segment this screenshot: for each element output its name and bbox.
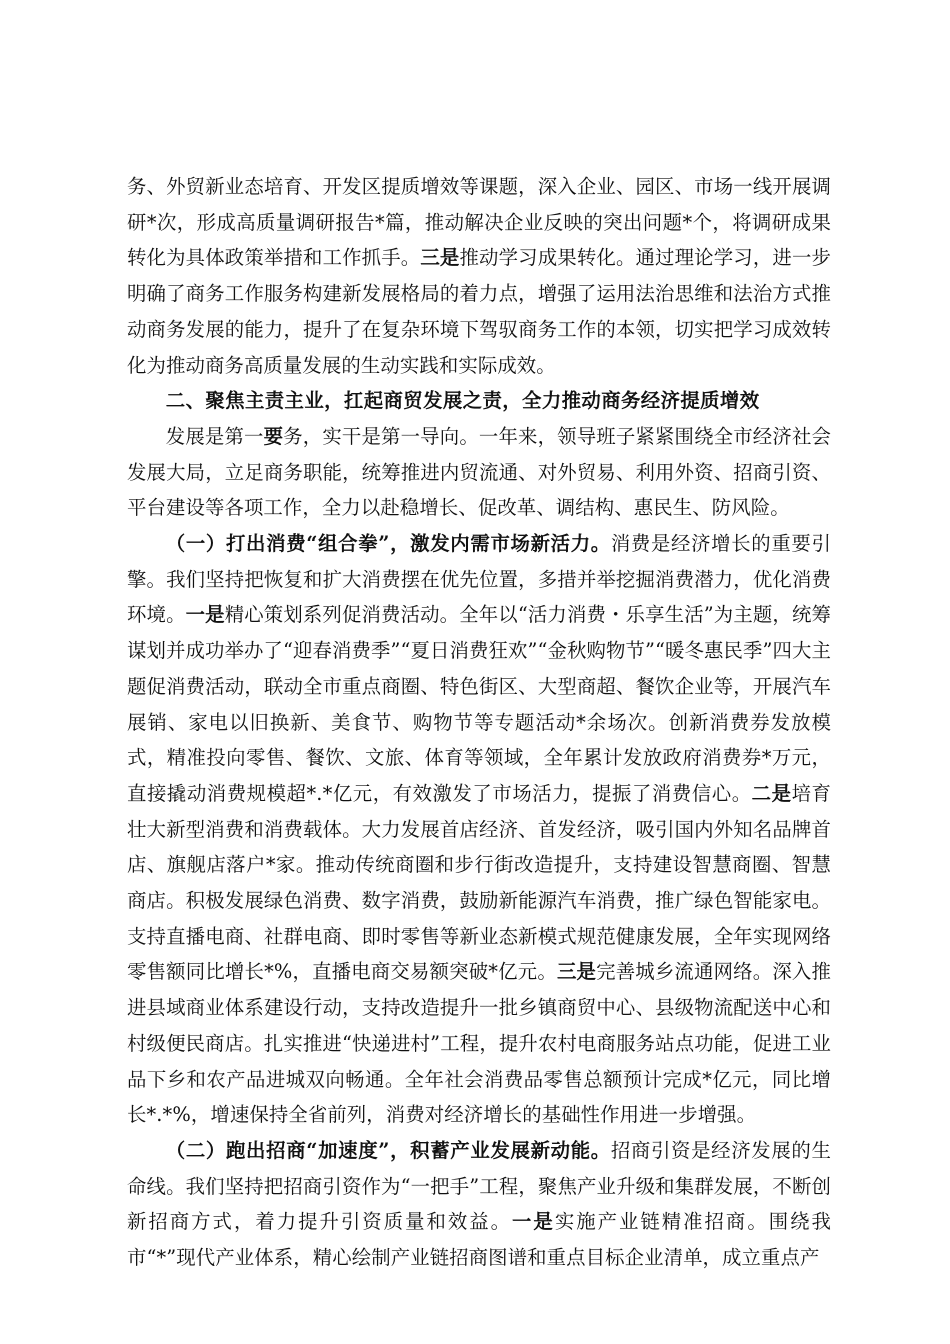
text-run: 招商引资是经济发展的生命线。我们坚持把招商引资作为“一把手”工程，聚焦产业升级和集群发展，不断创新招商方式，着力提升引资质量和效益。	[127, 1138, 831, 1234]
text-run-bold: 三是	[420, 246, 460, 270]
text-run-bold: 一是	[185, 603, 225, 627]
paragraph-investment	[127, 1133, 831, 1276]
subheading-run: （一）打出消费“组合拳”，激发内需市场新活力。	[165, 532, 611, 556]
heading-text: 二、聚焦主责主业，扛起商贸发展之责，全力推动商务经济提质增效	[165, 389, 760, 413]
subheading-run: （二）跑出招商“加速度”，积蓄产业发展新动能。	[165, 1138, 611, 1162]
text-run: 推动学习成果转化。通过理论学习，进一步明确了商务工作服务构建新发展格局的着力点，增强了运用法治思维和法治方式推动商务发展的能力，提升了在复杂环境下驾驭商务工作的本领，切实把学习成效转化为推动商务高质量发展的生动实践和实际成效。	[127, 246, 832, 377]
text-run: 发展是第一	[165, 424, 264, 448]
document-body	[127, 169, 831, 1276]
text-run: 精心策划系列促消费活动。全年以“活力消费・乐享生活”为主题，统筹谋划并成功举办了“迎春消费季”“夏日消费狂欢”“金秋购物节”“暖冬惠民季”四大主题促消费活动，联动全市重点商圈、特色街区、大型商超、餐饮企业等，开展汽车展销、家电以旧换新、美食节、购物节等专题活动*余场次。创新消费券发放模式，精准投向零售、餐饮、文旅、体育等领域，全年累计发放政府消费券*万元，直接撬动消费规模超*.*亿元，有效激发了市场活力，提振了消费信心。	[127, 603, 831, 805]
text-run-bold: 三是	[556, 960, 597, 984]
text-run-bold: 要	[263, 424, 284, 448]
paragraph-intro	[127, 419, 831, 526]
paragraph-consumption	[127, 526, 831, 1133]
text-run-bold: 一是	[512, 1210, 555, 1234]
text-run: 实施产业链精准招商。围绕我市“*”现代产业体系，精心绘制产业链招商图谱和重点目标企业清单，成立重点产	[127, 1210, 831, 1270]
text-run: 务、外贸新业态培育、开发区提质增效等课题，深入企业、园区、市场一线开展调研*次，形成高质量调研报告*篇，推动解决企业反映的突出问题*个，将调研成果转化为具体政策举措和工作抓手。	[127, 175, 831, 270]
section-heading	[127, 383, 831, 419]
paragraph-study-outcomes	[127, 169, 831, 383]
text-run-bold: 二是	[751, 781, 792, 805]
text-run: 培育壮大新型消费和消费载体。大力发展首店经济、首发经济，吸引国内外知名品牌首店、旗舰店落户*家。推动传统商圈和步行街改造提升，支持建设智慧商圈、智慧商店。积极发展绿色消费、数字消费，鼓励新能源汽车消费，推广绿色智能家电。支持直播电商、社群电商、即时零售等新业态新模式规范健康发展，全年实现网络零售额同比增长*%，直播电商交易额突破*亿元。	[127, 781, 831, 984]
text-run: 务，实干是第一导向。一年来，领导班子紧紧围绕全市经济社会发展大局，立足商务职能，统筹推进内贸流通、对外贸易、利用外资、招商引资、平台建设等各项工作，全力以赴稳增长、促改革、调结构、惠民生、防风险。	[127, 424, 832, 520]
text-run: 完善城乡流通网络。深入推进县域商业体系建设行动，支持改造提升一批乡镇商贸中心、县级物流配送中心和村级便民商店。扎实推进“快递进村”工程，提升农村电商服务站点功能，促进工业品下乡和农产品进城双向畅通。全年社会消费品零售总额预计完成*亿元，同比增长*.*%，增速保持全省前列，消费对经济增长的基础性作用进一步增强。	[127, 960, 831, 1127]
text-run: 消费是经济增长的重要引擎。我们坚持把恢复和扩大消费摆在优先位置，多措并举挖掘消费潜力，优化消费环境。	[127, 532, 831, 627]
